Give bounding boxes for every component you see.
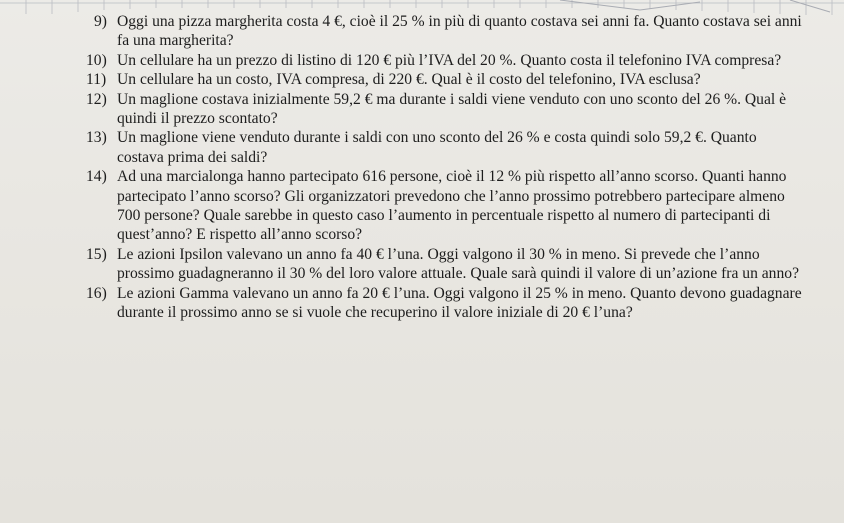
exercise-13	[86, 128, 806, 167]
exercise-text: Oggi una pizza margherita costa 4 €, cioè il 25 % in più di quanto costava sei anni fa. Quanto costava sei anni fa una margherita?	[117, 13, 802, 50]
exercise-number: 11)	[86, 71, 107, 89]
exercise-9	[86, 12, 806, 51]
exercise-text: Ad una marcialonga hanno partecipato 616 persone, cioè il 12 % più rispetto all’anno scorso. Quanti hanno partecipato l’anno scorso? Gli organizzatori prevedono che l’anno prossimo potrebbero partecipare almeno 700 persone? Quale sarebbe in questo caso l’aumento in percentuale rispetto al numero di partecipanti di quest’anno? E rispetto all’anno scorso?	[117, 168, 787, 244]
exercise-number: 14)	[86, 168, 107, 186]
exercise-number: 15)	[86, 245, 107, 263]
exercise-number: 12)	[86, 90, 107, 108]
exercise-text: Un cellulare ha un costo, IVA compresa, di 220 €. Qual è il costo del telefonino, IVA esclusa?	[117, 71, 701, 89]
exercise-12	[86, 90, 806, 129]
exercise-number: 13)	[86, 129, 107, 147]
exercise-number: 9)	[94, 13, 107, 30]
exercise-11	[86, 70, 806, 89]
exercise-14	[86, 167, 806, 245]
exercise-number: 10)	[86, 51, 107, 69]
exercise-text: Un cellulare ha un prezzo di listino di 120 € più l’IVA del 20 %. Quanto costa il telefonino IVA compresa?	[117, 51, 782, 69]
exercise-text: Un maglione viene venduto durante i saldi con uno sconto del 26 % e costa quindi solo 59,2 €. Quanto costava prima dei saldi?	[117, 129, 757, 166]
exercise-16	[86, 284, 806, 323]
exercise-15	[86, 245, 806, 284]
exercise-number: 16)	[86, 284, 107, 302]
exercise-text: Le azioni Ipsilon valevano un anno fa 40 € l’una. Oggi valgono il 30 % in meno. Si prevede che l’anno prossimo guadagneranno il 30 % del loro valore attuale. Quale sarà quindi il valore di un’azione fra un anno?	[117, 245, 799, 283]
exercise-text: Un maglione costava inizialmente 59,2 € ma durante i saldi viene venduto con uno sconto del 26 %. Qual è quindi il prezzo scontato?	[117, 90, 787, 128]
exercise-text: Le azioni Gamma valevano un anno fa 20 € l’una. Oggi valgono il 25 % in meno. Quanto devono guadagnare durante il prossimo anno se si vuole che recuperino il valore iniziale di 20 € l’una?	[117, 284, 802, 322]
exercise-10	[86, 51, 806, 70]
exercise-list	[86, 12, 806, 323]
